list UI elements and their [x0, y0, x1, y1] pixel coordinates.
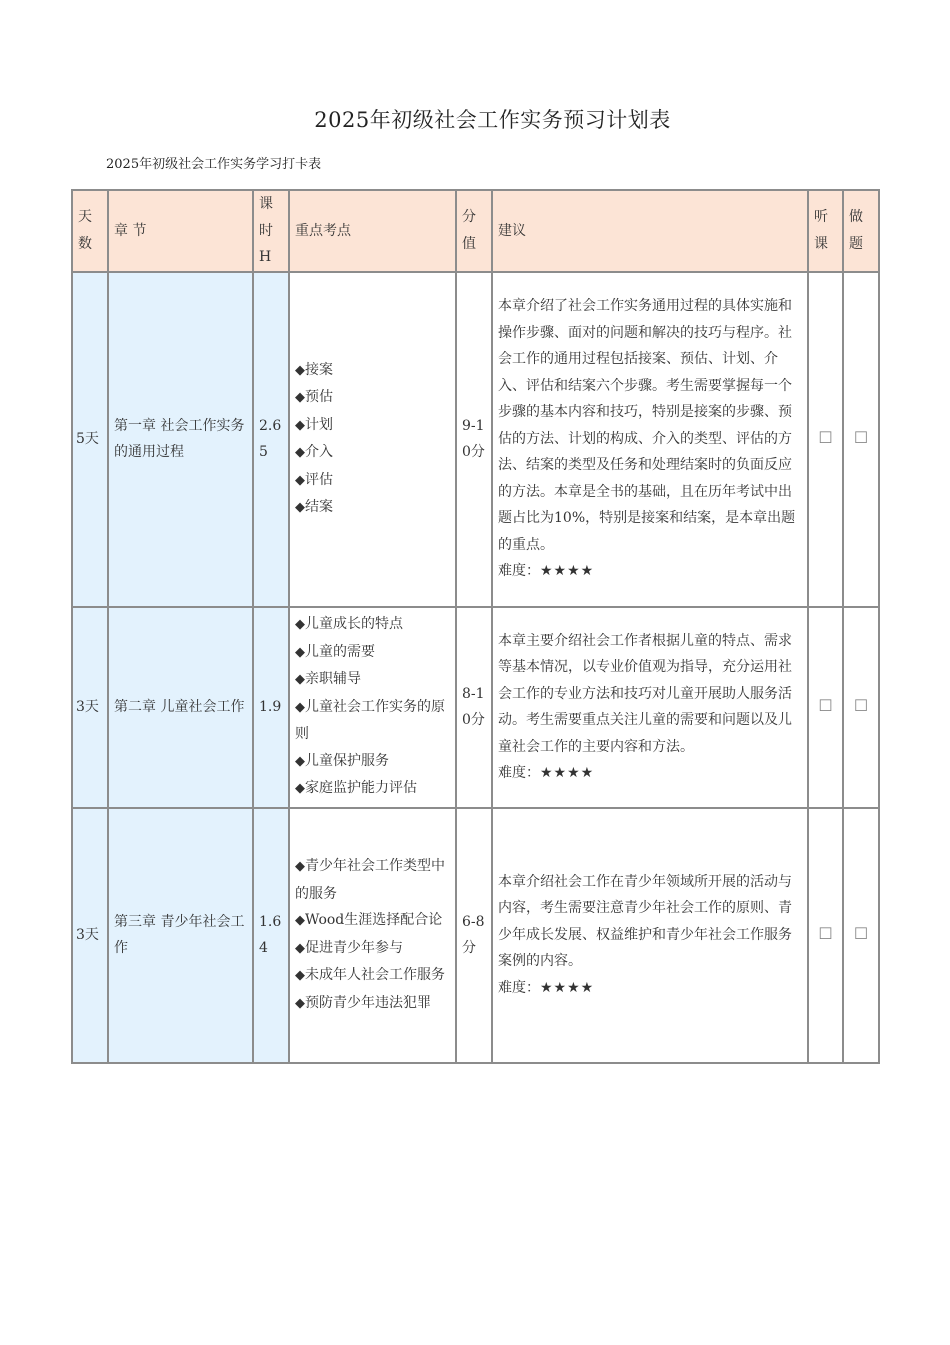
listen-cell [808, 272, 843, 607]
key-point-item: ◆预防青少年违法犯罪 [295, 994, 431, 1011]
difficulty-stars-icon: ★★★★ [540, 765, 595, 781]
listen-checkbox[interactable]: ☐ [818, 924, 833, 944]
table-row [72, 272, 879, 607]
key-point-item: ◆结案 [295, 499, 333, 515]
days-cell: 3天 [72, 607, 108, 808]
days-cell: 5天 [72, 272, 108, 607]
diamond-bullet-icon: ◆ [295, 644, 305, 660]
advice-cell [492, 272, 808, 607]
table-row [72, 808, 879, 1063]
chapter-cell: 第一章 社会工作实务的通用过程 [108, 272, 253, 607]
listen-checkbox[interactable]: ☐ [818, 428, 833, 448]
key-point-item: ◆儿童成长的特点 [295, 616, 403, 633]
diamond-bullet-icon: ◆ [295, 390, 305, 405]
days-cell: 3天 [72, 808, 108, 1063]
diamond-bullet-icon: ◆ [295, 995, 305, 1011]
diamond-bullet-icon: ◆ [295, 859, 305, 874]
difficulty-line: 难度：★★★★ [498, 563, 595, 580]
practice-cell [843, 808, 879, 1063]
key-points-cell [289, 272, 456, 607]
listen-cell [808, 808, 843, 1063]
page-subtitle: 2025年初级社会工作实务学习打卡表 [106, 157, 322, 172]
header-listen: 听课 [808, 190, 843, 272]
difficulty-stars-icon: ★★★★ [540, 563, 595, 580]
key-point-item: ◆未成年人社会工作服务 [295, 967, 445, 983]
chapter-cell: 第二章 儿童社会工作 [108, 607, 253, 808]
key-point-item: ◆亲职辅导 [295, 671, 361, 688]
advice-text: 本章主要介绍社会工作者根据儿童的特点、需求等基本情况，以专业价值观为指导，充分运用社会工作的专业方法和技巧对儿童开展助人服务活动。考生需要重点关注儿童的需要和问题以及儿童社会工作的主要内容和方法。 [498, 632, 792, 755]
chapter-cell: 第三章 青少年社会工作 [108, 808, 253, 1063]
practice-checkbox[interactable]: ☐ [853, 696, 869, 716]
key-points-cell [289, 808, 456, 1063]
key-point-item: ◆预估 [295, 389, 333, 405]
advice-text: 本章介绍社会工作在青少年领域所开展的活动与内容，考生需要注意青少年社会工作的原则、青少年成长发展、权益维护和青少年社会工作服务案例的内容。 [498, 873, 792, 970]
advice-cell [492, 808, 808, 1063]
listen-cell [808, 607, 843, 808]
key-point-item: ◆青少年社会工作类型中的服务 [295, 858, 445, 902]
diamond-bullet-icon: ◆ [295, 445, 305, 460]
score-cell: 6-8分 [456, 808, 492, 1063]
diamond-bullet-icon: ◆ [295, 781, 305, 797]
hours-cell: 1.9 [253, 607, 289, 808]
key-point-item: ◆儿童社会工作实务的原则 [295, 698, 445, 743]
table-row [72, 607, 879, 808]
header-score: 分值 [456, 190, 492, 272]
key-points-cell [289, 607, 456, 808]
key-point-item: ◆接案 [295, 361, 333, 378]
key-point-item: ◆评估 [295, 471, 333, 488]
table-header-row [72, 190, 879, 272]
header-key-points: 重点考点 [289, 190, 456, 272]
difficulty-stars-icon: ★★★★ [540, 979, 595, 996]
difficulty-line: 难度：★★★★ [498, 979, 595, 996]
diamond-bullet-icon: ◆ [295, 699, 305, 715]
key-point-item: ◆Wood生涯选择配合论 [295, 912, 443, 928]
advice-text: 本章介绍了社会工作实务通用过程的具体实施和操作步骤、面对的问题和解决的技巧与程序。社会工作的通用过程包括接案、预估、计划、介入、评估和结案六个步骤。考生需要掌握每一个步骤的基本内容和技巧，特别是接案的步骤、预估的方法、计划的构成、介入的类型、评估的方法、结案的类型及任务和处理结案时的负面反应的方法。本章是全书的基础，且在历年考试中出题占比为10%，特别是接案和结案，是本章出题的重点。 [498, 298, 796, 553]
header-hours: 课时H [253, 190, 289, 272]
diamond-bullet-icon: ◆ [295, 753, 305, 769]
header-days: 天数 [72, 190, 108, 272]
key-point-item: ◆介入 [295, 444, 333, 460]
key-point-item: ◆儿童保护服务 [295, 752, 389, 769]
diamond-bullet-icon: ◆ [295, 500, 305, 515]
header-advice: 建议 [492, 190, 808, 272]
score-cell: 8-10分 [456, 607, 492, 808]
diamond-bullet-icon: ◆ [295, 968, 305, 983]
diamond-bullet-icon: ◆ [295, 913, 305, 928]
hours-cell: 1.64 [253, 808, 289, 1063]
practice-cell [843, 272, 879, 607]
diamond-bullet-icon: ◆ [295, 672, 305, 688]
key-point-item: ◆促进青少年参与 [295, 939, 403, 956]
practice-checkbox[interactable]: ☐ [853, 428, 869, 448]
study-plan-table [71, 189, 880, 1064]
hours-cell: 2.65 [253, 272, 289, 607]
practice-cell [843, 607, 879, 808]
score-cell: 9-10分 [456, 272, 492, 607]
diamond-bullet-icon: ◆ [295, 417, 305, 433]
difficulty-line: 难度：★★★★ [498, 765, 595, 781]
header-chapter: 章 节 [108, 190, 253, 272]
diamond-bullet-icon: ◆ [295, 940, 305, 956]
listen-checkbox[interactable]: ☐ [818, 696, 833, 716]
practice-checkbox[interactable]: ☐ [853, 924, 869, 944]
diamond-bullet-icon: ◆ [295, 472, 305, 488]
header-practice: 做题 [843, 190, 879, 272]
diamond-bullet-icon: ◆ [295, 617, 305, 633]
page-title: 2025年初级社会工作实务预习计划表 [314, 108, 671, 132]
key-point-item: ◆计划 [295, 416, 333, 433]
diamond-bullet-icon: ◆ [295, 362, 305, 378]
key-point-item: ◆家庭监护能力评估 [295, 780, 417, 797]
key-point-item: ◆儿童的需要 [295, 643, 375, 660]
advice-cell [492, 607, 808, 808]
